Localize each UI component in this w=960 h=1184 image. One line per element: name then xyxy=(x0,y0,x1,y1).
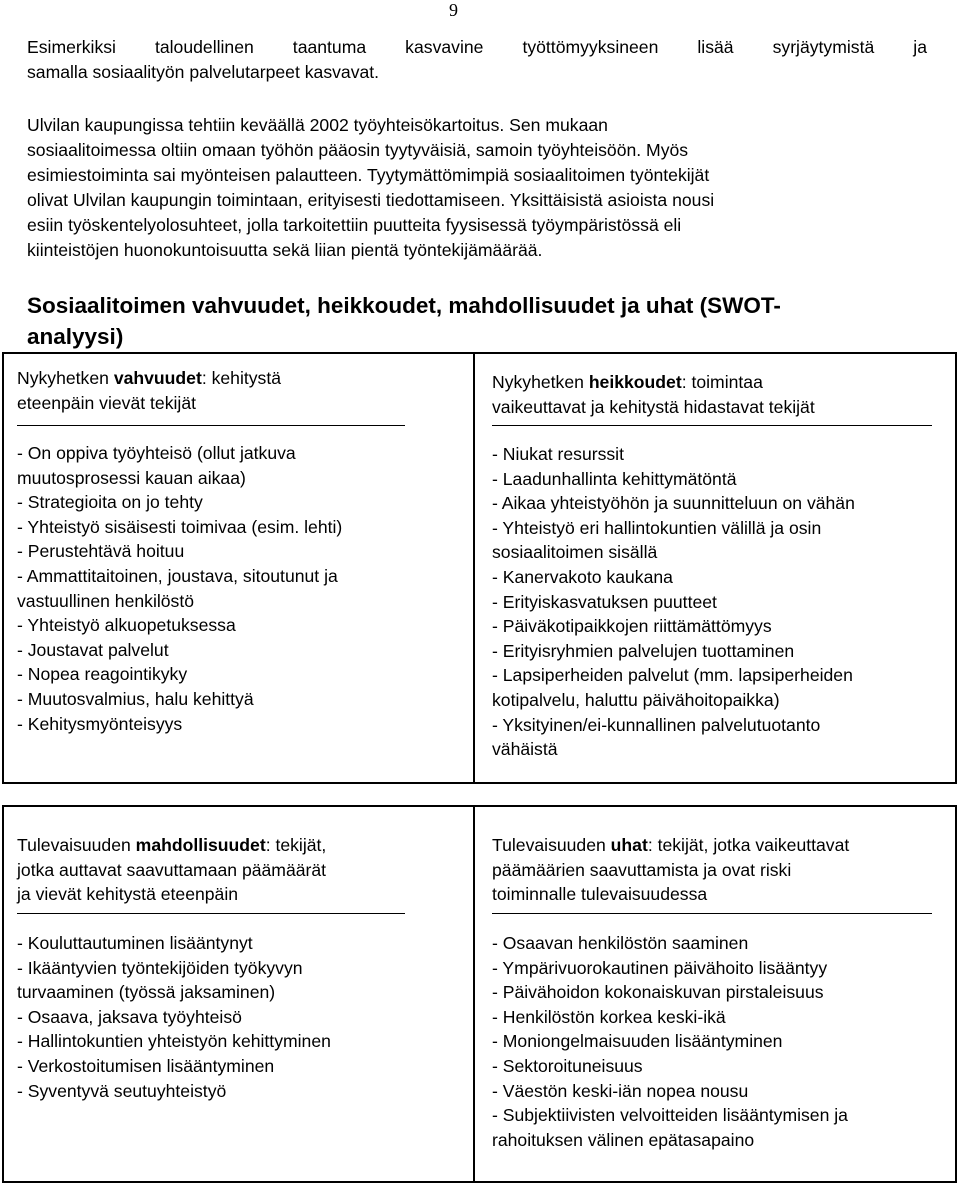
header-line: päämäärien saavuttamista ja ovat riski xyxy=(492,859,792,880)
list-item-line: vastuullinen henkilöstö xyxy=(17,590,195,611)
list-item-line: rahoituksen välinen epätasapaino xyxy=(492,1129,755,1150)
list-item-line: - Yksityinen/ei-kunnallinen palvelutuotanto xyxy=(492,714,821,735)
weaknesses-header xyxy=(492,370,815,419)
header-divider xyxy=(17,425,405,426)
list-item xyxy=(17,539,342,564)
list-item-line: - Ikääntyvien työntekijöiden työkyvyn xyxy=(17,957,303,978)
header-divider xyxy=(492,913,932,914)
list-item-line: - Yhteistyö eri hallintokuntien välillä ja osin xyxy=(492,517,822,538)
list-item-line: - Osaavan henkilöstön saaminen xyxy=(492,933,749,953)
list-item-line: kotipalvelu, haluttu päivähoitopaikka) xyxy=(492,689,780,710)
list-item-line: - Aikaa yhteistyöhön ja suunnitteluun on vähän xyxy=(492,493,855,514)
list-item xyxy=(492,663,855,712)
list-item xyxy=(17,687,342,712)
list-item xyxy=(492,956,848,981)
list-item xyxy=(492,491,855,516)
list-item xyxy=(17,931,331,956)
strengths-list xyxy=(17,441,342,736)
list-item-line: - Ammattitaitoinen, joustava, sitoutunut ja xyxy=(17,565,338,586)
list-item-line: - Väestön keski-iän nopea nousu xyxy=(492,1080,749,1101)
header-line xyxy=(17,833,326,858)
header-suffix: : tekijät, jotka vaikeuttavat xyxy=(647,835,850,855)
list-item-line: - Subjektiivisten velvoitteiden lisääntymisen ja xyxy=(492,1105,848,1126)
list-item xyxy=(17,441,342,490)
list-item-line: turvaaminen (työssä jaksaminen) xyxy=(17,982,276,1003)
list-item xyxy=(492,980,848,1005)
intro-paragraph-1 xyxy=(27,35,927,85)
header-divider xyxy=(492,425,932,426)
list-item-line: - Niukat resurssit xyxy=(492,444,624,464)
paragraph-line: sosiaalitoimessa oltiin omaan työhön pääosin tyytyväisiä, samoin työyhteisöön. Myös xyxy=(27,140,689,160)
section-heading xyxy=(27,290,927,352)
header-keyword: mahdollisuudet xyxy=(135,835,266,855)
list-item-line: - Yhteistyö alkuopetuksessa xyxy=(17,615,236,636)
list-item xyxy=(17,490,342,515)
list-item-line: - Kehitysmyönteisyys xyxy=(17,713,183,734)
list-item-line: muutosprosessi kauan aikaa) xyxy=(17,467,246,488)
paragraph-line: esiin työskentelyolosuhteet, jolla tarkoitettiin puutteita fyysisessä työympäristössä eli xyxy=(27,215,682,235)
header-line: ja vievät kehitystä eteenpäin xyxy=(17,884,239,905)
header-line xyxy=(17,366,281,391)
header-line xyxy=(492,370,815,395)
header-divider xyxy=(17,913,405,914)
list-item xyxy=(492,931,848,956)
list-item xyxy=(492,1079,848,1104)
header-suffix: : toimintaa xyxy=(681,372,763,392)
heading-line: analyysi) xyxy=(27,324,124,349)
list-item-line: - Erityiskasvatuksen puutteet xyxy=(492,591,717,612)
page-number: 9 xyxy=(449,0,458,20)
list-item-line: - Verkostoitumisen lisääntyminen xyxy=(17,1055,275,1076)
list-item-line: vähäistä xyxy=(492,739,558,760)
list-item-line: - Syventyvä seutuyhteistyö xyxy=(17,1080,227,1101)
intro-paragraph-2 xyxy=(27,113,927,263)
swot-opportunities-box xyxy=(2,805,475,1183)
list-item xyxy=(492,1103,848,1152)
paragraph-line: Ulvilan kaupungissa tehtiin keväällä 2002 työyhteisökartoitus. Sen mukaan xyxy=(27,115,608,135)
header-line: vaikeuttavat ja kehitystä hidastavat tekijät xyxy=(492,396,815,417)
paragraph-line: esimiestoiminta sai myönteisen palautteen. Tyytymättömimpiä sosiaalitoimen työntekijät xyxy=(27,165,710,185)
list-item-line: - Kanervakoto kaukana xyxy=(492,566,673,587)
list-item xyxy=(17,956,331,1005)
swot-weaknesses-box xyxy=(473,352,957,784)
opportunities-list xyxy=(17,931,331,1103)
list-item-line: - Hallintokuntien yhteistyön kehittyminen xyxy=(17,1031,331,1052)
list-item xyxy=(17,613,342,638)
swot-threats-box xyxy=(473,805,957,1183)
header-suffix: : tekijät, xyxy=(265,835,327,855)
list-item xyxy=(17,638,342,663)
list-item-line: - Joustavat palvelut xyxy=(17,639,169,660)
threats-header xyxy=(492,833,849,907)
list-item xyxy=(492,590,855,615)
list-item xyxy=(17,712,342,737)
header-line xyxy=(492,833,849,858)
list-item-line: - Ympärivuorokautinen päivähoito lisääntyy xyxy=(492,957,828,978)
weaknesses-list xyxy=(492,442,855,762)
list-item xyxy=(492,1005,848,1030)
list-item xyxy=(17,515,342,540)
list-item-line: - Muutosvalmius, halu kehittyä xyxy=(17,688,254,709)
list-item-line: - Sektoroituneisuus xyxy=(492,1055,643,1076)
header-line: jotka auttavat saavuttamaan päämäärät xyxy=(17,859,327,880)
header-prefix: Tulevaisuuden xyxy=(492,835,611,855)
list-item xyxy=(17,1029,331,1054)
list-item-line: - Moniongelmaisuuden lisääntyminen xyxy=(492,1031,783,1052)
list-item-line: - Yhteistyö sisäisesti toimivaa (esim. lehti) xyxy=(17,516,343,537)
list-item-line: - Erityisryhmien palvelujen tuottaminen xyxy=(492,640,795,661)
paragraph-line: Esimerkiksi taloudellinen taantuma kasvavine työttömyyksineen lisää syrjäytymistä ja xyxy=(27,37,927,57)
list-item-line: - Nopea reagointikyky xyxy=(17,664,188,685)
list-item xyxy=(492,516,855,565)
header-keyword: vahvuudet xyxy=(113,368,202,388)
list-item-line: - Perustehtävä hoituu xyxy=(17,541,185,562)
list-item-line: - Osaava, jaksava työyhteisö xyxy=(17,1006,242,1027)
header-line: toiminnalle tulevaisuudessa xyxy=(492,884,708,905)
list-item xyxy=(492,614,855,639)
list-item xyxy=(492,565,855,590)
list-item xyxy=(17,564,342,613)
list-item-line: - Päivähoidon kokonaiskuvan pirstaleisuus xyxy=(492,982,824,1003)
paragraph-line: olivat Ulvilan kaupungin toimintaan, erityisesti tiedottamiseen. Yksittäisistä asioista nousi xyxy=(27,190,715,210)
list-item xyxy=(492,442,855,467)
threats-list xyxy=(492,931,848,1152)
header-prefix: Nykyhetken xyxy=(492,372,589,392)
list-item-line: - Laadunhallinta kehittymätöntä xyxy=(492,468,737,489)
header-line: eteenpäin vievät tekijät xyxy=(17,392,196,413)
header-keyword: uhat xyxy=(610,835,648,855)
swot-strengths-box xyxy=(2,352,475,784)
list-item xyxy=(17,1054,331,1079)
list-item-line: sosiaalitoimen sisällä xyxy=(492,542,658,563)
list-item xyxy=(492,713,855,762)
list-item xyxy=(17,1005,331,1030)
header-prefix: Tulevaisuuden xyxy=(17,835,136,855)
header-keyword: heikkoudet xyxy=(588,372,682,392)
list-item-line: - Henkilöstön korkea keski-ikä xyxy=(492,1006,726,1027)
list-item xyxy=(17,662,342,687)
list-item-line: - Päiväkotipaikkojen riittämättömyys xyxy=(492,616,772,637)
header-prefix: Nykyhetken xyxy=(17,368,114,388)
heading-line: Sosiaalitoimen vahvuudet, heikkoudet, mahdollisuudet ja uhat (SWOT- xyxy=(27,293,781,318)
list-item xyxy=(492,1029,848,1054)
paragraph-line: kiinteistöjen huonokuntoisuutta sekä liian pientä työntekijämäärää. xyxy=(27,240,543,260)
list-item-line: - Strategioita on jo tehty xyxy=(17,492,203,513)
strengths-header xyxy=(17,366,281,415)
paragraph-line: samalla sosiaalityön palvelutarpeet kasvavat. xyxy=(27,62,380,82)
list-item-line: - Kouluttautuminen lisääntynyt xyxy=(17,933,253,953)
list-item xyxy=(492,639,855,664)
list-item-line: - Lapsiperheiden palvelut (mm. lapsiperheiden xyxy=(492,665,853,686)
list-item xyxy=(17,1079,331,1104)
opportunities-header xyxy=(17,833,326,907)
header-suffix: : kehitystä xyxy=(201,368,282,388)
list-item-line: - On oppiva työyhteisö (ollut jatkuva xyxy=(17,443,296,463)
list-item xyxy=(492,1054,848,1079)
list-item xyxy=(492,467,855,492)
